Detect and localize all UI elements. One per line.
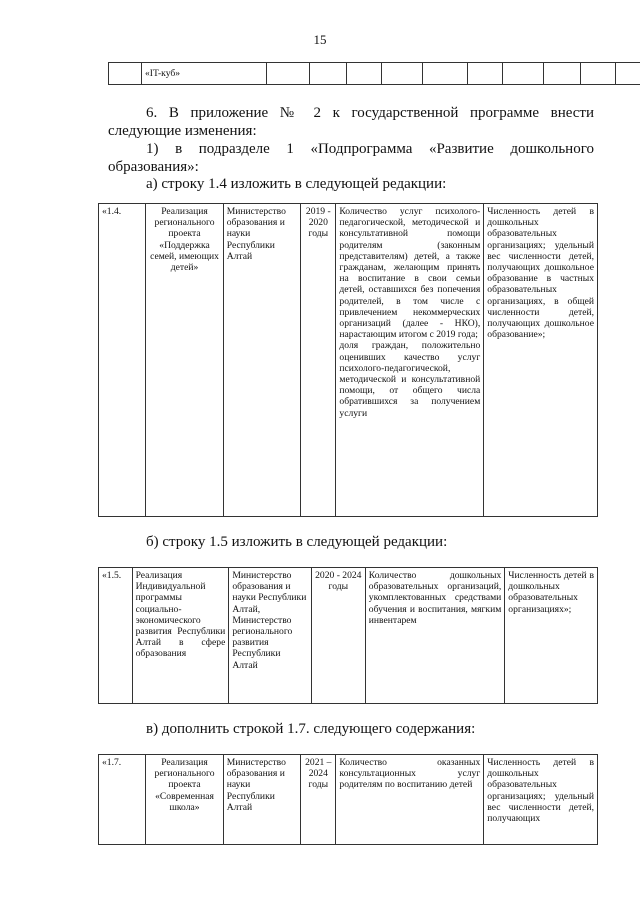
- row-indicator: Численность детей в дошкольных образовательных организациях; удельный вес численности детей, получающих дошкольное образование в частных образовательных организациях, в общей численности детей, получающих дошкольное образование»;: [484, 204, 598, 517]
- paragraph-a: а) строку 1.4 изложить в следующей редакции:: [146, 176, 447, 192]
- row-number: «1.7.: [99, 755, 146, 845]
- paragraph-b: б) строку 1.5 изложить в следующей редакции:: [146, 534, 448, 550]
- row-result: Количество оказанных консультационных услуг родителям по воспитанию детей: [336, 755, 484, 845]
- page-number: 15: [313, 32, 327, 47]
- row-indicator: Численность детей в дошкольных образовательных организациях»;: [505, 568, 598, 704]
- row-name: Реализация Индивидуальной программы социально-экономического развития Республики Алтай в сфере образования: [132, 568, 229, 704]
- paragraph-c: в) дополнить строкой 1.7. следующего содержания:: [146, 721, 476, 737]
- row-name: Реализация регионального проекта «Современная школа»: [146, 755, 223, 845]
- row-period: 2019 - 2020 годы: [301, 204, 336, 517]
- row-executor: Министерство образования и науки Республики Алтай: [223, 755, 300, 845]
- row-period: 2020 - 2024 годы: [311, 568, 365, 704]
- row-1-7-table: [98, 754, 598, 845]
- row-number: «1.4.: [99, 204, 146, 517]
- row-1-5-table: [98, 567, 598, 704]
- paragraph-6: 6. В приложение № 2 к государственной программе внести следующие изменения:: [108, 105, 594, 139]
- paragraph-1: 1) в подразделе 1 «Подпрограмма «Развитие дошкольного образования»:: [108, 141, 594, 175]
- row-result: Количество дошкольных образовательных организаций, укомплектованных средствами обучения и воспитания, мягким инвентарем: [365, 568, 505, 704]
- row-executor: Министерство образования и науки Республики Алтай, Министерство регионального развития Республики Алтай: [229, 568, 311, 704]
- row-period: 2021 – 2024 годы: [301, 755, 336, 845]
- row-result: Количество услуг психолого-педагогической, методической и консультативной помощи родителям (законным представителям) детей, а также гражданам, желающим принять на воспитание в свои семьи детей, оставшихся без попечения родителей, в том числе с привлечением некоммерческих организаций (далее - НКО), нарастающим итогом с 2019 года; доля граждан, положительно оценивших качество услуг психолого-педагогической, методической и консультативной помощи, от общего числа обратившихся за получением услуги: [336, 204, 484, 517]
- top-table-row: [108, 62, 640, 85]
- row-executor: Министерство образования и науки Республики Алтай: [223, 204, 300, 517]
- row-number: «1.5.: [99, 568, 133, 704]
- top-row-label: «IT-куб»: [142, 63, 267, 85]
- row-1-4-table: [98, 203, 598, 517]
- row-name: Реализация регионального проекта «Поддержка семей, имеющих детей»: [146, 204, 223, 517]
- row-indicator: Численность детей в дошкольных образовательных организациях; удельный вес численности детей, получающих: [484, 755, 598, 845]
